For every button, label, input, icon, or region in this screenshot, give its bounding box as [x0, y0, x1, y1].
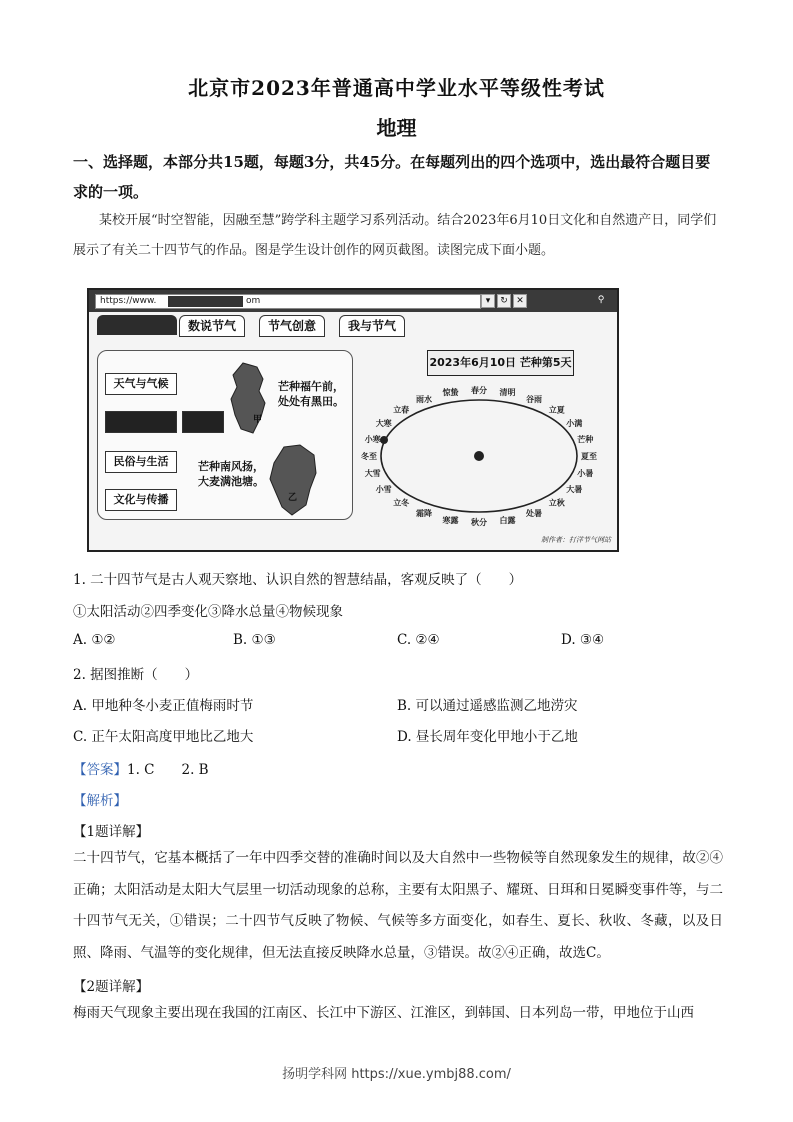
tab-me-and-terms: 我与节气 — [339, 315, 405, 337]
solar-term-label: 立夏 — [548, 405, 565, 415]
detail2-text: 梅雨天气现象主要出现在我国的江南区、长江中下游区、江淮区，到韩国、日本列岛一带，甲地位于山西 — [73, 1005, 694, 1021]
q2-stem: 2. 据图推断（ ） — [73, 667, 199, 683]
analysis-label: 【解析】 — [73, 793, 127, 809]
solar-term-label: 大雪 — [364, 469, 381, 479]
solar-term-label: 秋分 — [471, 518, 487, 527]
q1-items: ①太阳活动②四季变化③降水总量④物候现象 — [73, 604, 343, 620]
solar-term-label: 惊蛰 — [442, 388, 459, 398]
detail2-label: 【2题详解】 — [73, 979, 150, 995]
solar-term-label: 清明 — [499, 388, 516, 398]
solar-term-label: 立冬 — [393, 498, 410, 508]
solar-term-label: 立秋 — [548, 498, 565, 508]
solar-term-label: 小雪 — [375, 485, 392, 494]
q2-option-d: D. 昼长周年变化甲地小于乙地 — [397, 729, 578, 745]
answer-line — [73, 758, 209, 778]
close-icon: ✕ — [513, 294, 527, 308]
q1-option-a: A. ①② — [73, 632, 116, 648]
refresh-icon: ↻ — [497, 294, 511, 308]
search-icon: ⚲ — [597, 295, 605, 305]
page-footer: 扬明学科网 https://xue.ymbj88.com/ — [282, 1067, 511, 1082]
solar-term-orbit — [359, 378, 609, 542]
detail1-text: 二十四节气，它基本概括了一年中四季交替的准确时间以及大自然中一些物候等自然现象发生的规律，故②④正确；太阳活动是太阳大气层里一切活动现象的总称，主要有太阳黑子、耀斑、日珥和日冕瞬变事件等，与二十四节气无关，①错误；二十四节气反映了物候、气候等多方面变化，如春生、夏长、秋收、冬藏，以及日照、降雨、气温等的变化规律，但无法直接反映降水总量，③错误。故②④正确，故选C。 — [73, 850, 723, 961]
q1-option-b: B. ①③ — [233, 632, 276, 648]
q2-option-b: B. 可以通过遥感监测乙地涝灾 — [397, 698, 578, 714]
figure-caption: 制作者：打洋节气网站 — [541, 536, 611, 544]
solar-term-label: 春分 — [471, 386, 487, 395]
map-yi — [266, 443, 321, 518]
tab-creative: 节气创意 — [259, 315, 325, 337]
solar-term-label: 冬至 — [361, 452, 377, 461]
proverb-yi: 芒种南风扬，大麦满池塘。 — [198, 460, 264, 488]
solar-term-label: 寒露 — [442, 515, 459, 525]
detail1-label: 【1题详解】 — [73, 824, 150, 840]
nav-weather-climate: 天气与气候 — [105, 373, 177, 395]
exam-subject: 地理 — [376, 116, 417, 140]
date-banner: 2023年6月10日 芒种第5天 — [427, 350, 574, 376]
q2-option-a: A. 甲地种冬小麦正值梅雨时节 — [73, 698, 254, 714]
solar-term-label: 小寒 — [364, 434, 381, 444]
dropdown-icon: ▾ — [481, 294, 495, 308]
solar-term-label: 谷雨 — [526, 394, 542, 404]
q1-stem: 1. 二十四节气是古人观天察地、认识自然的智慧结晶，客观反映了（ ） — [73, 572, 523, 588]
solar-term-label: 大寒 — [375, 419, 392, 428]
url-field — [95, 294, 481, 309]
solar-term-label: 立春 — [393, 405, 410, 415]
nav-pointer — [182, 411, 224, 433]
url-redaction — [168, 296, 243, 307]
section-heading: 一、选择题，本部分共15题，每题3分，共45分。在每题列出的四个选项中，选出最符合题目要求的一项。 — [73, 153, 711, 201]
solar-term-label: 小暑 — [577, 469, 594, 479]
home-tab — [97, 315, 177, 335]
tab-data-solar-terms: 数说节气 — [179, 315, 245, 337]
nav-folk-life: 民俗与生活 — [105, 451, 177, 473]
nav-selected — [105, 411, 177, 433]
map-label-jia: 甲 — [253, 415, 263, 425]
solar-term-label: 雨水 — [416, 394, 432, 404]
right-content-panel — [359, 350, 609, 542]
webpage-figure — [87, 288, 619, 552]
map-label-yi: 乙 — [288, 493, 298, 503]
solar-term-label: 夏至 — [581, 452, 597, 461]
exam-title: 北京市2023年普通高中学业水平等级性考试 — [188, 76, 605, 100]
q2-option-c: C. 正午太阳高度甲地比乙地大 — [73, 729, 254, 745]
answer-label: 【答案】 — [73, 762, 127, 778]
q1-option-c: C. ②④ — [397, 632, 440, 648]
sun-icon — [474, 451, 484, 461]
url-suffix: om — [246, 296, 261, 306]
solar-term-label: 白露 — [499, 515, 516, 525]
map-jia — [223, 359, 273, 439]
solar-term-label: 芒种 — [577, 434, 594, 444]
answer-text: 1. C 2. B — [127, 762, 209, 778]
browser-address-bar — [89, 290, 617, 312]
left-content-panel — [97, 350, 353, 520]
url-prefix: https://www. — [100, 296, 157, 306]
q1-option-d: D. ③④ — [561, 632, 605, 648]
solar-term-label: 大暑 — [566, 485, 583, 494]
solar-term-label: 霜降 — [416, 509, 432, 519]
question-intro: 某校开展“时空智能，因融至慧”跨学科主题学习系列活动。结合2023年6月10日文化和自然遗产日，同学们展示了有关二十四节气的作品。图是学生设计创作的网页截图。读图完成下面小题。 — [73, 213, 717, 258]
earth-position-marker — [380, 436, 388, 444]
nav-culture-spread: 文化与传播 — [105, 489, 177, 511]
proverb-jia: 芒种福午前，处处有黑田。 — [278, 380, 344, 408]
solar-term-label: 小满 — [566, 419, 583, 428]
solar-term-label: 处暑 — [526, 509, 542, 519]
tab-bar — [89, 312, 617, 338]
